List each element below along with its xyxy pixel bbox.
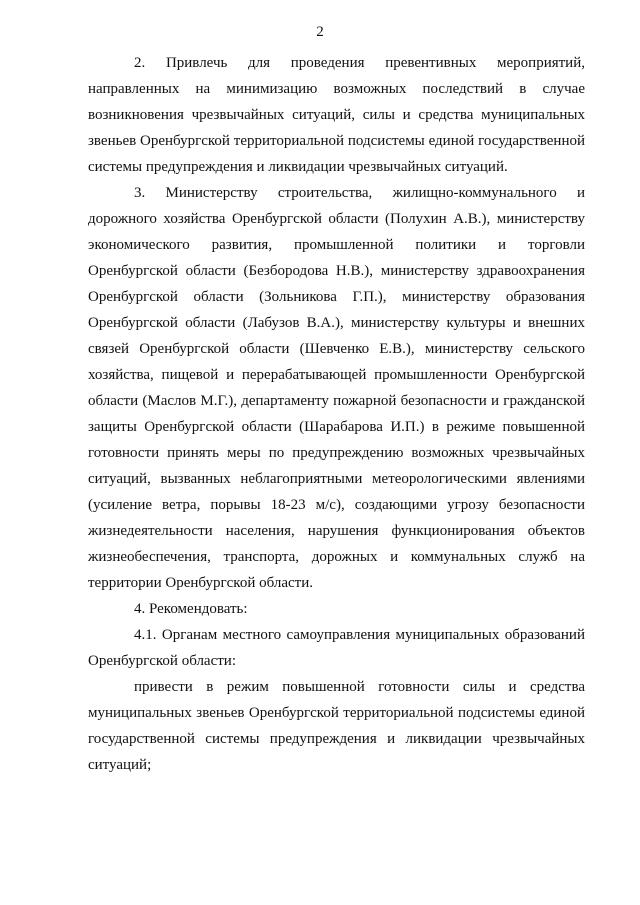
paragraph-item-2: 2. Привлечь для проведения превентивных мероприятий, направленных на минимизацию возможных последствий в случае возникновения чрезвычайных ситуаций, силы и средства муниципальных звеньев Оренбургской территориальной подсистемы единой государственной системы предупреждения и ликвидации чрезвычайных ситуаций. [88, 55, 585, 175]
paragraph-item-4-1-a: привести в режим повышенной готовности силы и средства муниципальных звеньев Оренбургской территориальной подсистемы единой государственной системы предупреждения и ликвидации чрезвычайных ситуаций; [88, 679, 585, 773]
paragraph-item-4-1: 4.1. Органам местного самоуправления муниципальных образований Оренбургской области: [88, 627, 585, 669]
paragraph-item-3: 3. Министерству строительства, жилищно-коммунального и дорожного хозяйства Оренбургской области (Полухин А.В.), министерству экономического развития, промышленной политики и торговли Оренбургской области (Безбородова Н.В.), министерству здравоохранения Оренбургской области (Зольникова Г.П.), министерству образования Оренбургской области (Лабузов В.А.), министерству культуры и внешних связей Оренбургской области (Шевченко Е.В.), министерству сельского хозяйства, пищевой и перерабатывающей промышленности Оренбургской области (Маслов М.Г.), департаменту пожарной безопасности и гражданской защиты Оренбургской области (Шарабарова И.П.) в режиме повышенной готовности принять меры по предупреждению возможных чрезвычайных ситуаций, вызванных неблагоприятными метеорологическими явлениями (усиление ветра, порывы 18-23 м/с), создающими угрозу безопасности жизнедеятельности населения, нарушения функционирования объектов жизнеобеспечения, транспорта, дорожных и коммунальных служб на территории Оренбургской области. [88, 185, 585, 591]
heading-item-4: 4. Рекомендовать: [134, 601, 248, 617]
document-body [88, 50, 585, 778]
page-number: 2 [316, 24, 324, 40]
